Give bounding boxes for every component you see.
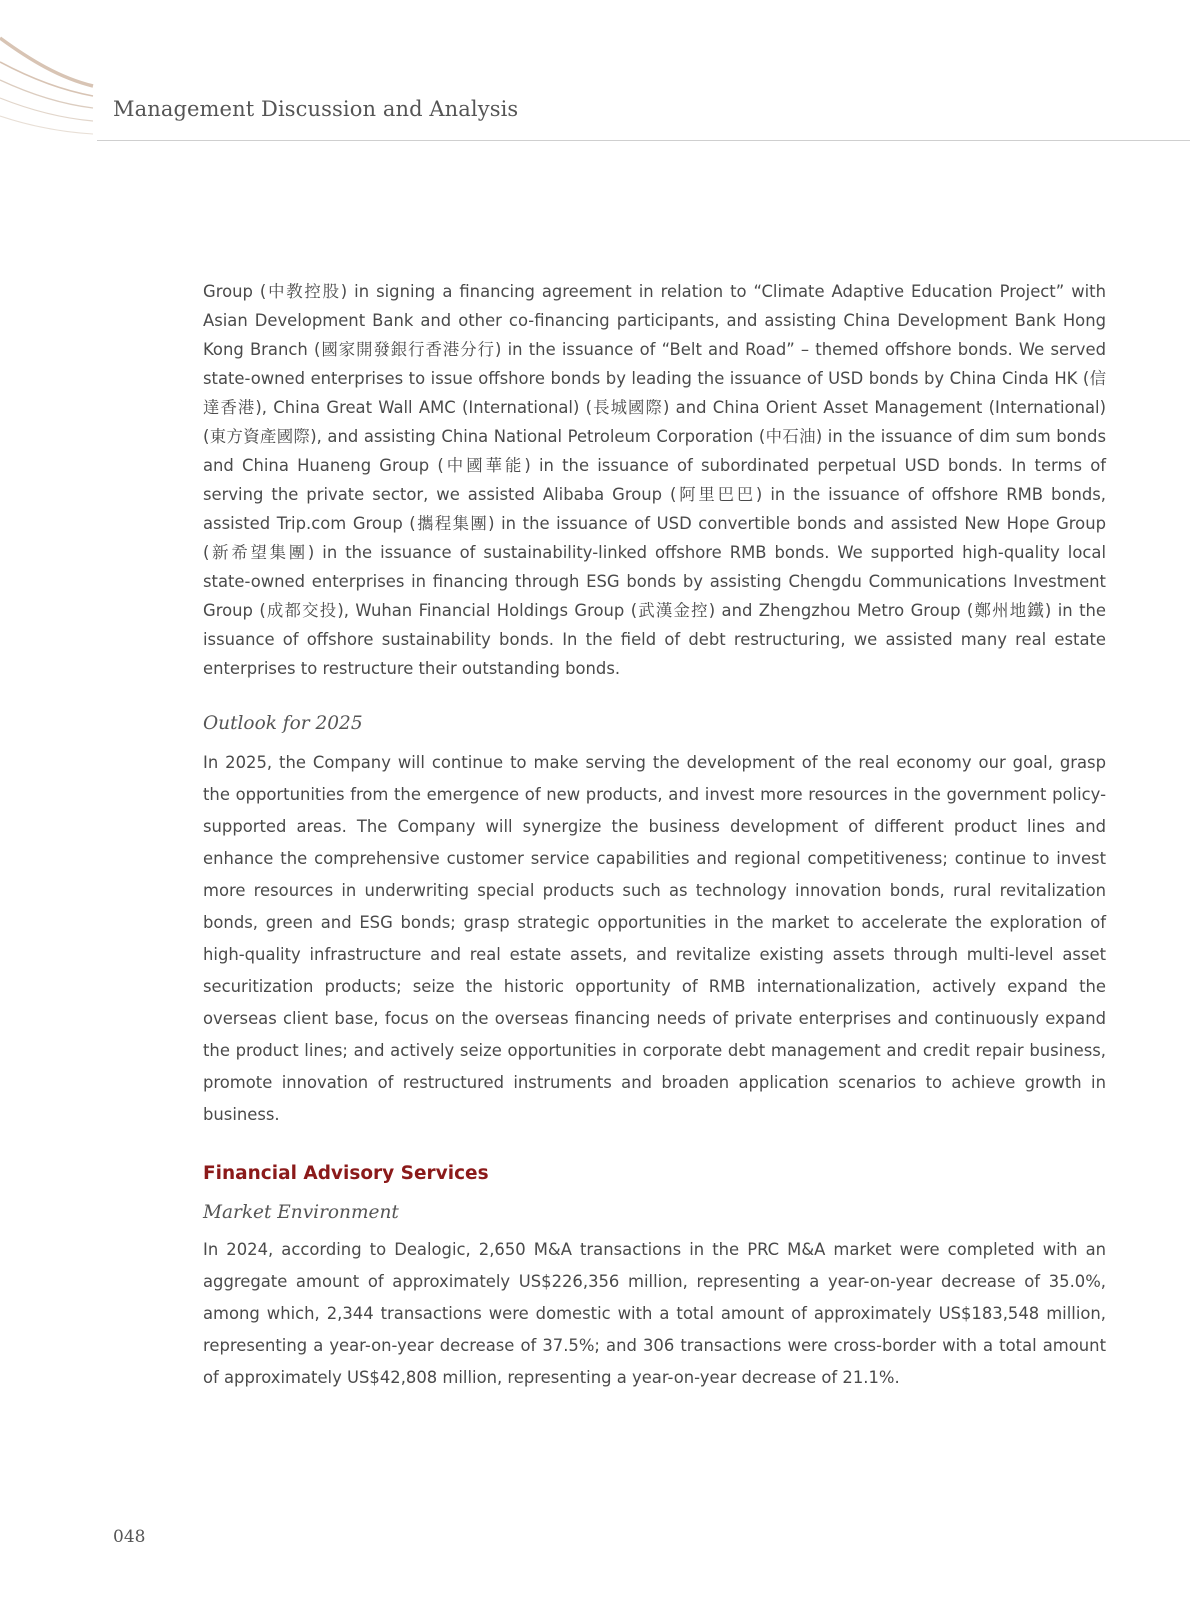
- section-title-financial-advisory: Financial Advisory Services: [203, 1163, 489, 1184]
- header-divider: [97, 140, 1190, 141]
- intro-paragraph: Group (中教控股) in signing a financing agreement in relation to “Climate Adaptive Education Project” with Asian Development Bank and other co-financing participants, and assisting China Development Bank Hong Kong Branch (國家開發銀行香港分行) in the issuance of “Belt and Road” – themed offshore bonds. We served state-owned enterprises to issue offshore bonds by leading the issuance of USD bonds by China Cinda HK (信達香港), China Great Wall AMC (International) (長城國際) and China Orient Asset Management (International) (東方資產國際), and assisting China National Petroleum Corporation (中石油) in the issuance of dim sum bonds and China Huaneng Group (中國華能) in the issuance of subordinated perpetual USD bonds. In terms of serving the private sector, we assisted Alibaba Group (阿里巴巴) in the issuance of offshore RMB bonds, assisted Trip.com Group (攜程集團) in the issuance of USD convertible bonds and assisted New Hope Group (新希望集團) in the issuance of sustainability-linked offshore RMB bonds. We supported high-quality local state-owned enterprises in financing through ESG bonds by assisting Chengdu Communications Investment Group (成都交投), Wuhan Financial Holdings Group (武漢金控) and Zhengzhou Metro Group (鄭州地鐵) in the issuance of offshore sustainability bonds. In the field of debt restructuring, we assisted many real estate enterprises to restructure their outstanding bonds.: [203, 282, 1106, 678]
- market-environment-paragraph: In 2024, according to Dealogic, 2,650 M&A transactions in the PRC M&A market were completed with an aggregate amount of approximately US$226,356 million, representing a year-on-year decrease of 35.0%, among which, 2,344 transactions were domestic with a total amount of approximately US$183,548 million, representing a year-on-year decrease of 37.5%; and 306 transactions were cross-border with a total amount of approximately US$42,808 million, representing a year-on-year decrease of 21.1%.: [203, 1240, 1106, 1387]
- header-title: Management Discussion and Analysis: [113, 97, 519, 121]
- outlook-paragraph: In 2025, the Company will continue to make serving the development of the real economy our goal, grasp the opportunities from the emergence of new products, and invest more resources in the government policy-supported areas. The Company will synergize the business development of different product lines and enhance the comprehensive customer service capabilities and regional competitiveness; continue to invest more resources in underwriting special products such as technology innovation bonds, rural revitalization bonds, green and ESG bonds; grasp strategic opportunities in the market to accelerate the exploration of high-quality infrastructure and real estate assets, and revitalize existing assets through multi-level asset securitization products; seize the historic opportunity of RMB internationalization, actively expand the overseas client base, focus on the overseas financing needs of private enterprises and continuously expand the product lines; and actively seize opportunities in corporate debt management and credit repair business, promote innovation of restructured instruments and broaden application scenarios to achieve growth in business.: [203, 753, 1106, 1124]
- decorative-swoosh-graphic: [0, 0, 100, 145]
- page-number: 048: [113, 1527, 146, 1547]
- page-header: [0, 0, 1190, 145]
- outlook-heading: Outlook for 2025: [203, 713, 363, 734]
- market-environment-heading: Market Environment: [203, 1202, 399, 1223]
- main-content: [203, 277, 1106, 1394]
